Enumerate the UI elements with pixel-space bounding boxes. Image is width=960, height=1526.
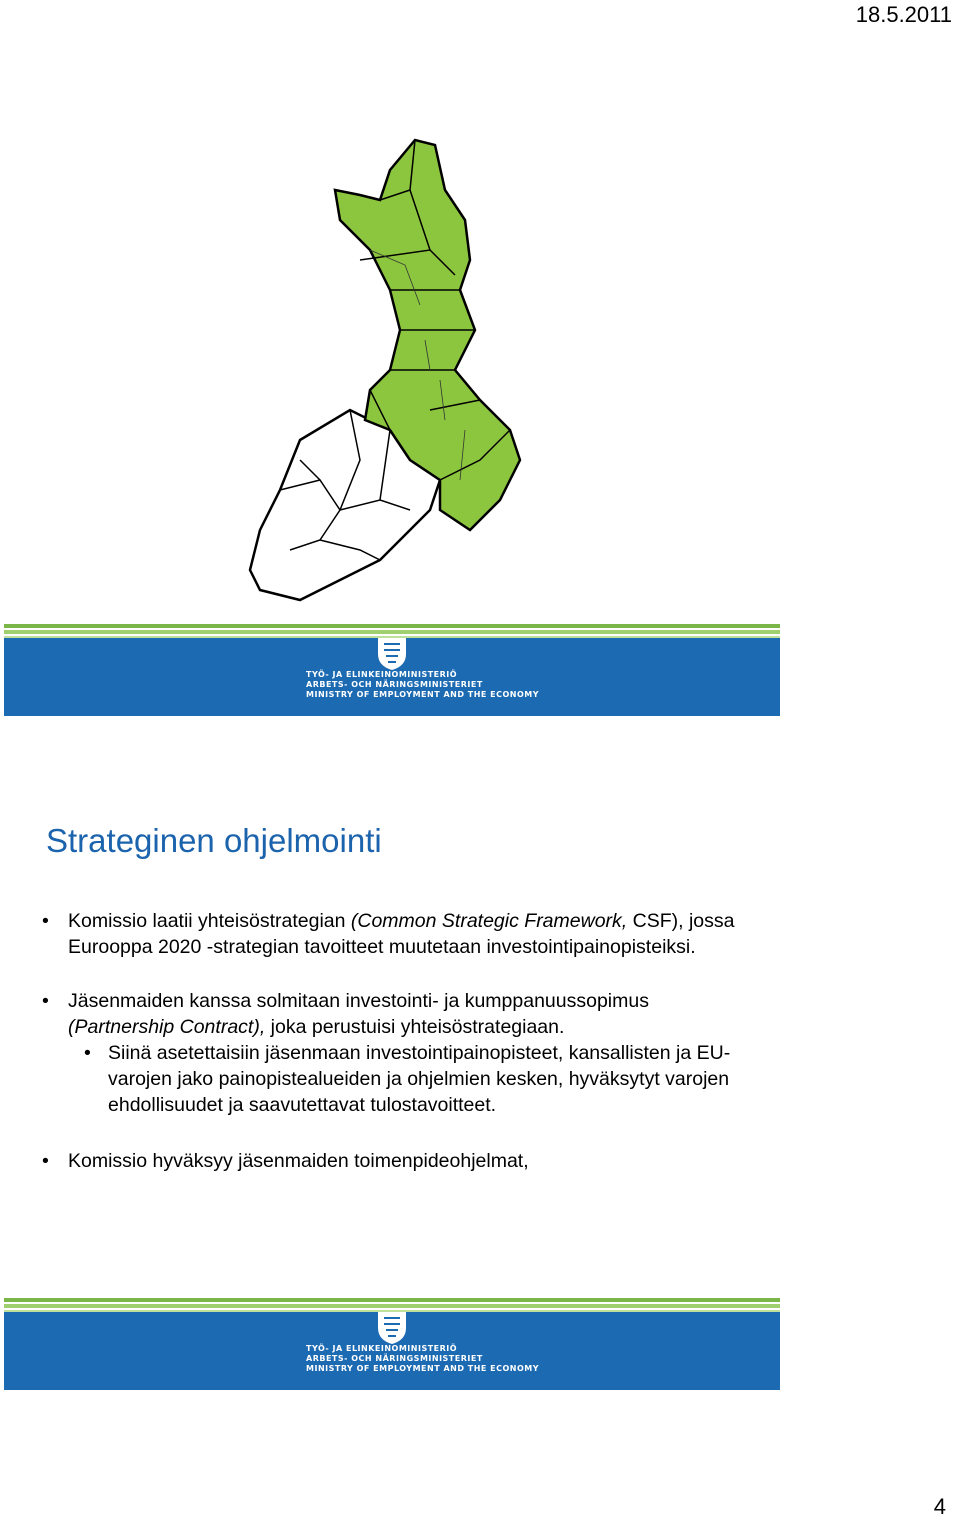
bullet-list	[40, 908, 760, 1174]
ministry-name-fi: TYÖ- JA ELINKEINOMINISTERIÖ	[306, 1344, 458, 1353]
ministry-name-sv: ARBETS- OCH NÄRINGSMINISTERIET	[306, 1354, 483, 1363]
slide-date: 18.5.2011	[855, 2, 952, 27]
ministry-banner-bottom	[4, 1298, 780, 1390]
ministry-name-en: MINISTRY OF EMPLOYMENT AND THE ECONOMY	[306, 1364, 540, 1373]
bullet-item: • Jäsenmaiden kanssa solmitaan investointi- ja kumppanuussopimus (Partnership Contract), joka perustuisi yhteisöstrategiaan.	[40, 988, 760, 1040]
ministry-emblem-icon	[372, 1306, 412, 1346]
sub-bullet-item: • Siinä asetettaisiin jäsenmaan investointipainopisteet, kansallisten ja EU-varojen jako painopistealueiden ja ohjelmien kesken, hyväksytyt varojen ehdollisuudet ja saavutettavat tulostavoitteet.	[40, 1040, 760, 1118]
bullet-item: • Komissio hyväksyy jäsenmaiden toimenpideohjelmat,	[40, 1148, 760, 1174]
page-number: 4	[933, 1494, 946, 1519]
ministry-name-fi: TYÖ- JA ELINKEINOMINISTERIÖ	[306, 670, 458, 679]
ministry-banner-top	[4, 624, 780, 716]
ministry-name-sv: ARBETS- OCH NÄRINGSMINISTERIET	[306, 680, 483, 689]
ministry-name	[306, 670, 539, 700]
slide-title: Strateginen ohjelmointi	[46, 822, 382, 859]
ministry-name-en: MINISTRY OF EMPLOYMENT AND THE ECONOMY	[306, 690, 540, 699]
bullet-item: • Komissio laatii yhteisöstrategian (Common Strategic Framework, CSF), jossa Eurooppa 2020 -strategian tavoitteet muutetaan investointipainopisteiksi.	[40, 908, 760, 960]
ministry-emblem-icon	[372, 632, 412, 672]
finland-regions-map-icon	[240, 130, 530, 610]
ministry-name	[306, 1344, 539, 1374]
